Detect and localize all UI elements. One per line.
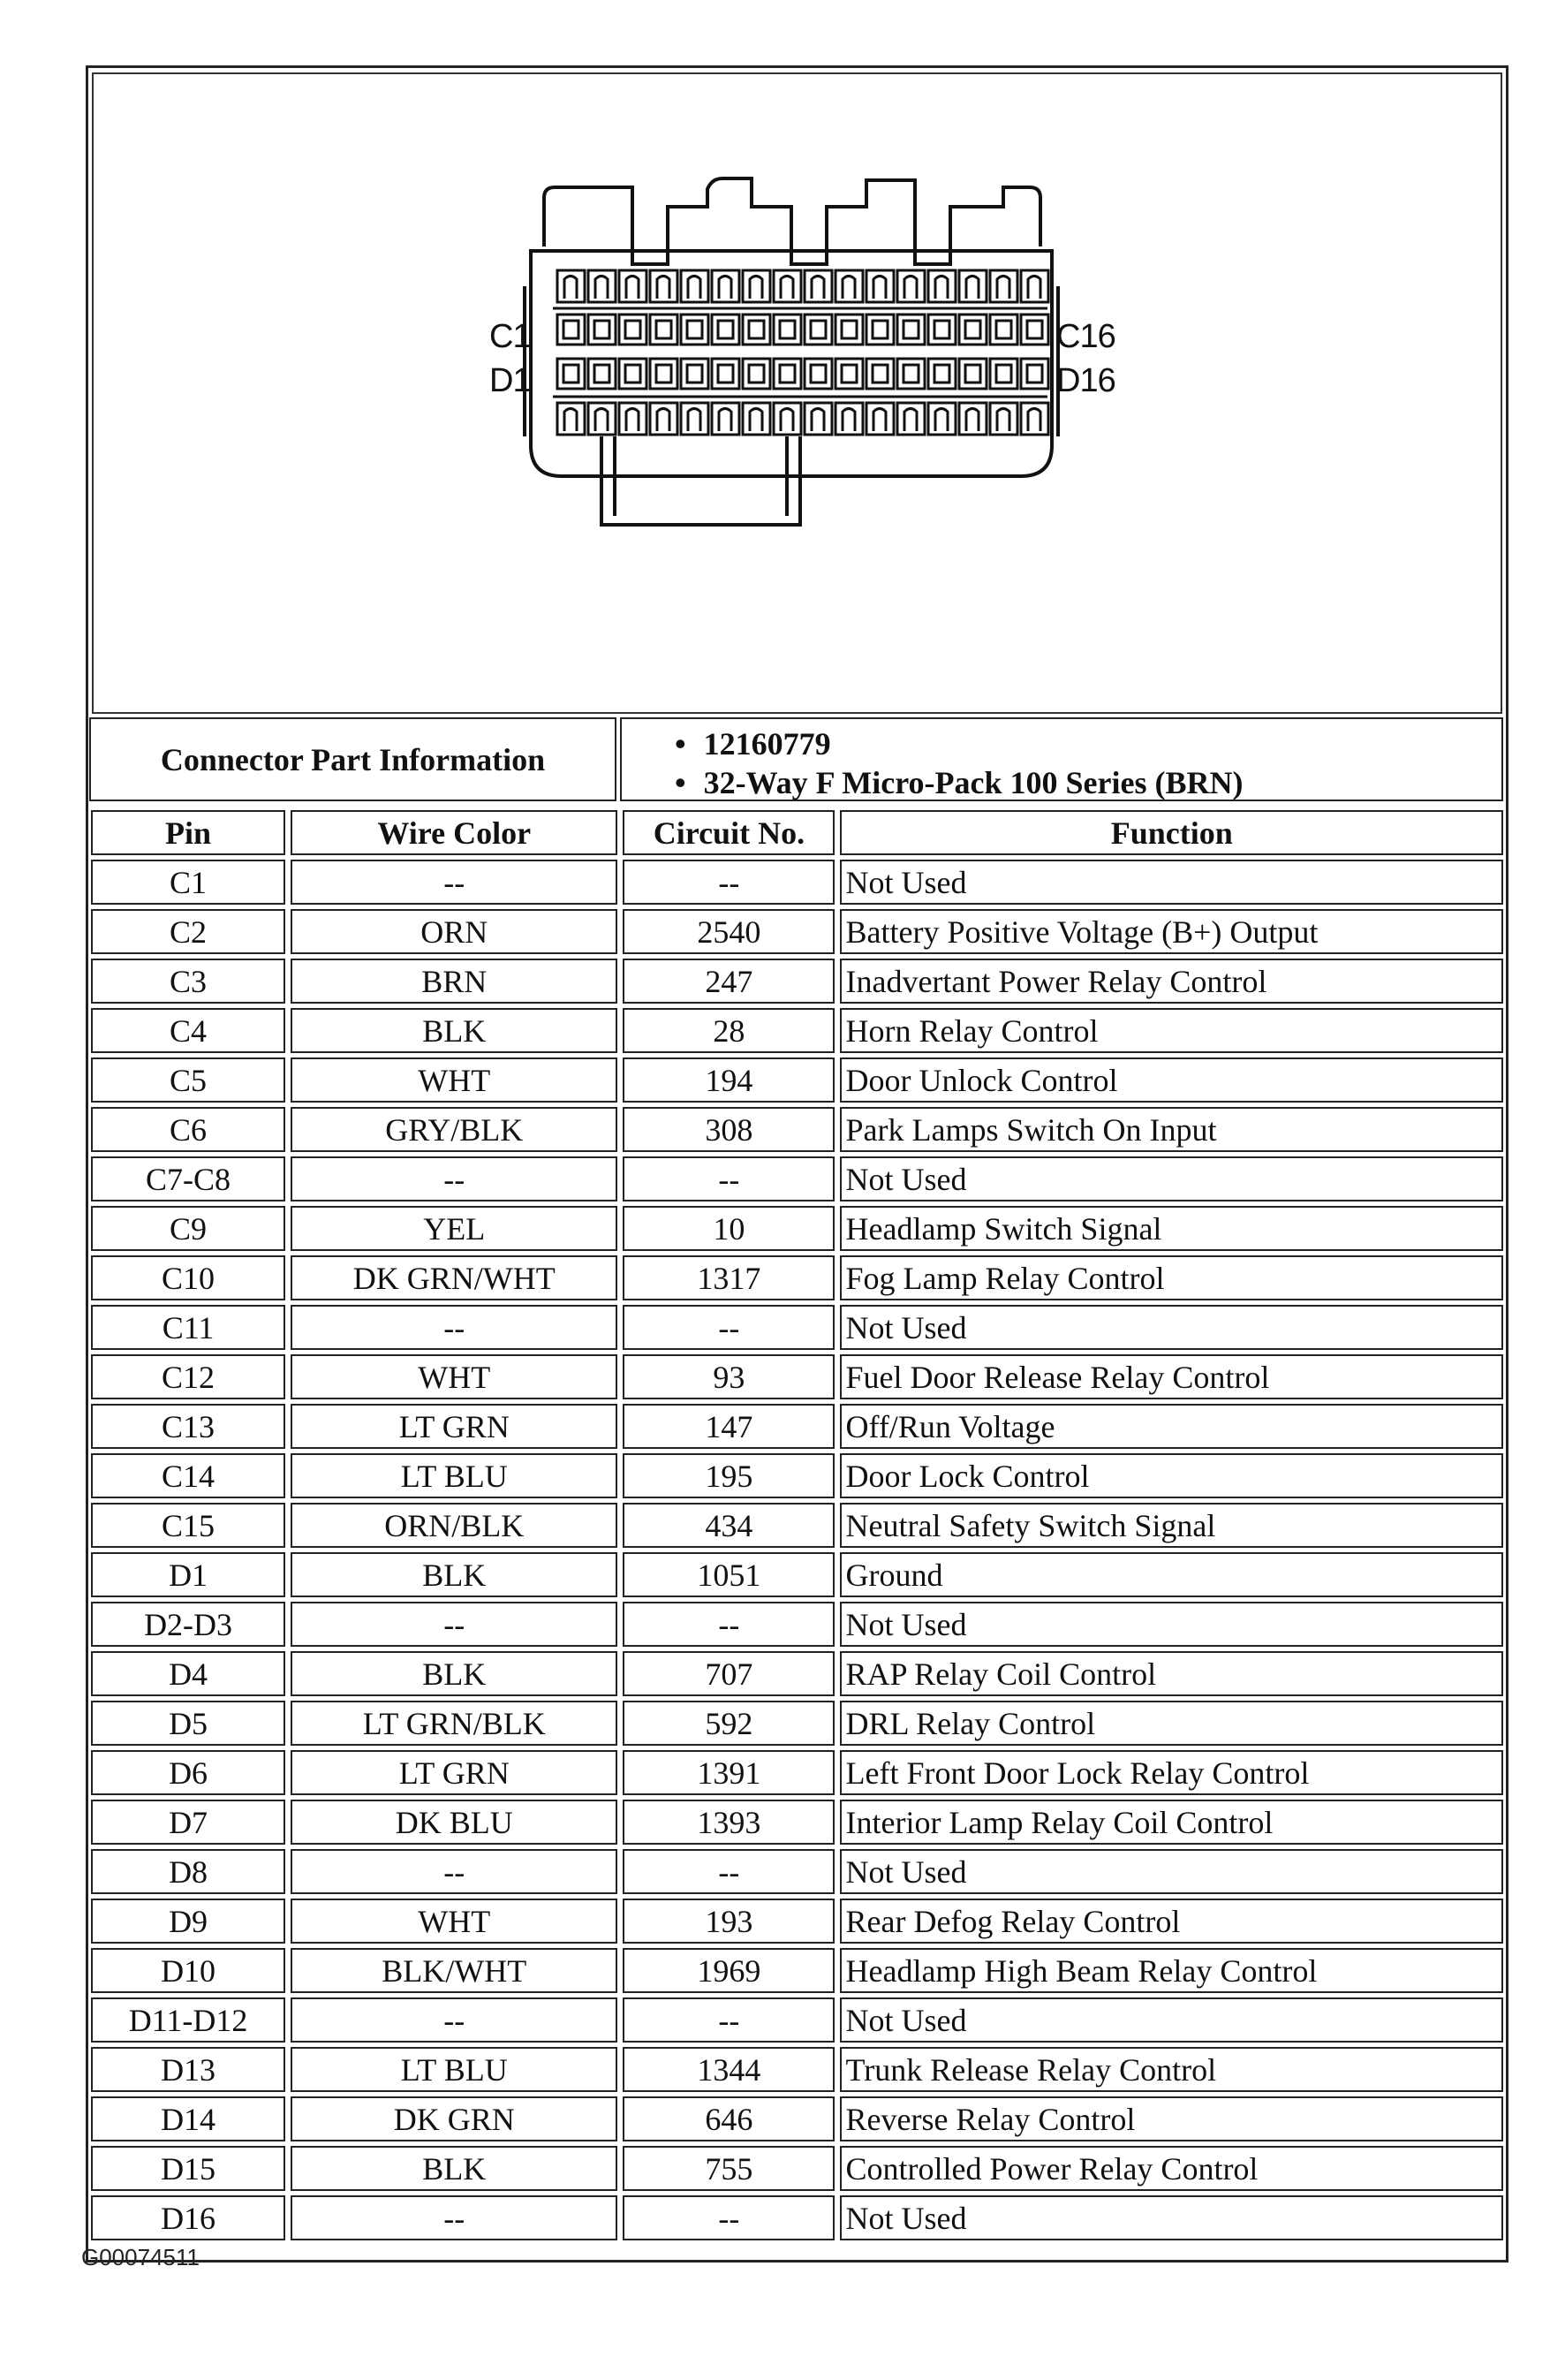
pin-cell: D1 bbox=[91, 1552, 285, 1597]
wire-color-cell: LT GRN bbox=[291, 1750, 617, 1795]
function-cell: Headlamp High Beam Relay Control bbox=[840, 1948, 1503, 1993]
cavity-outer bbox=[1021, 359, 1048, 389]
cavity-key bbox=[595, 409, 608, 432]
function-cell: Not Used bbox=[840, 860, 1503, 905]
function-cell: Park Lamps Switch On Input bbox=[840, 1107, 1503, 1152]
table-row bbox=[91, 1800, 1503, 1845]
pin-terminal bbox=[718, 365, 733, 383]
pin-cell: D6 bbox=[91, 1750, 285, 1795]
cavity-key bbox=[935, 409, 948, 432]
function-cell: Fog Lamp Relay Control bbox=[840, 1255, 1503, 1300]
cavity-key bbox=[781, 409, 793, 432]
table-row bbox=[91, 1651, 1503, 1696]
table-row bbox=[91, 860, 1503, 905]
cavity-key bbox=[966, 277, 979, 299]
cavity-key bbox=[997, 409, 1009, 432]
circuit-cell: -- bbox=[623, 1997, 835, 2043]
cavity-key bbox=[688, 409, 700, 432]
table-row bbox=[91, 1701, 1503, 1746]
circuit-cell: 1317 bbox=[623, 1255, 835, 1300]
table-row bbox=[91, 1602, 1503, 1647]
cavity-outer bbox=[619, 359, 646, 389]
table-row bbox=[91, 959, 1503, 1004]
cavity-outer bbox=[897, 359, 925, 389]
cavity-outer bbox=[712, 315, 739, 345]
pin-cell: C1 bbox=[91, 860, 285, 905]
wire-color-cell: DK BLU bbox=[291, 1800, 617, 1845]
header-wire-color: Wire Color bbox=[291, 810, 617, 855]
pin-cell: C10 bbox=[91, 1255, 285, 1300]
circuit-cell: 1391 bbox=[623, 1750, 835, 1795]
pin-cell: C2 bbox=[91, 909, 285, 954]
cavity-key bbox=[904, 277, 917, 299]
pin-terminal bbox=[934, 365, 949, 383]
function-cell: DRL Relay Control bbox=[840, 1701, 1503, 1746]
connector-left-foot bbox=[601, 436, 800, 525]
cavity-key bbox=[564, 409, 577, 432]
wire-color-cell: DK GRN bbox=[291, 2096, 617, 2141]
table-row bbox=[91, 2096, 1503, 2141]
wire-color-cell: -- bbox=[291, 860, 617, 905]
circuit-cell: 28 bbox=[623, 1008, 835, 1053]
cavity-outer bbox=[588, 315, 616, 345]
pin-terminal bbox=[842, 365, 857, 383]
pin-terminal bbox=[687, 365, 702, 383]
cavity-outer bbox=[557, 315, 585, 345]
cavity-outer bbox=[990, 315, 1017, 345]
circuit-cell: 194 bbox=[623, 1057, 835, 1103]
wire-color-cell: GRY/BLK bbox=[291, 1107, 617, 1152]
pin-terminal bbox=[656, 321, 671, 338]
function-cell: Ground bbox=[840, 1552, 1503, 1597]
cavity-key bbox=[564, 277, 577, 299]
table-row bbox=[91, 2146, 1503, 2191]
function-cell: Not Used bbox=[840, 1156, 1503, 1201]
circuit-cell: 247 bbox=[623, 959, 835, 1004]
circuit-cell: -- bbox=[623, 1849, 835, 1894]
cavity-outer bbox=[959, 315, 987, 345]
cavity-outer bbox=[774, 315, 801, 345]
function-cell: Battery Positive Voltage (B+) Output bbox=[840, 909, 1503, 954]
wire-color-cell: -- bbox=[291, 1997, 617, 2043]
cavity-outer bbox=[835, 359, 863, 389]
cavity-outer bbox=[619, 315, 646, 345]
cavity-key bbox=[812, 277, 824, 299]
pin-terminal bbox=[996, 365, 1011, 383]
wire-color-cell: LT BLU bbox=[291, 2047, 617, 2092]
pin-cell: C14 bbox=[91, 1453, 285, 1498]
cavity-outer bbox=[897, 315, 925, 345]
circuit-cell: 434 bbox=[623, 1503, 835, 1548]
circuit-cell: 308 bbox=[623, 1107, 835, 1152]
circuit-cell: 147 bbox=[623, 1404, 835, 1449]
pin-cell: C9 bbox=[91, 1206, 285, 1251]
wire-color-cell: YEL bbox=[291, 1206, 617, 1251]
wire-color-cell: -- bbox=[291, 1305, 617, 1350]
wire-color-cell: WHT bbox=[291, 1057, 617, 1103]
pin-terminal bbox=[594, 365, 609, 383]
circuit-cell: 707 bbox=[623, 1651, 835, 1696]
cavity-outer bbox=[557, 359, 585, 389]
cavity-outer bbox=[650, 359, 677, 389]
pin-terminal bbox=[780, 321, 795, 338]
table-row bbox=[91, 1750, 1503, 1795]
cavity-key bbox=[873, 409, 886, 432]
pin-label-c1: C1 bbox=[489, 318, 531, 355]
wire-color-cell: BLK bbox=[291, 1552, 617, 1597]
pin-cell: D8 bbox=[91, 1849, 285, 1894]
table-row bbox=[91, 1008, 1503, 1053]
pin-terminal bbox=[1027, 365, 1042, 383]
function-cell: Not Used bbox=[840, 1602, 1503, 1647]
pin-terminal bbox=[842, 321, 857, 338]
cavity-outer bbox=[805, 315, 832, 345]
table-row bbox=[91, 1849, 1503, 1894]
pin-terminal bbox=[965, 321, 980, 338]
table-row bbox=[91, 1552, 1503, 1597]
cavity-key bbox=[1028, 277, 1040, 299]
circuit-cell: 2540 bbox=[623, 909, 835, 954]
pin-cell: D15 bbox=[91, 2146, 285, 2191]
table-row bbox=[91, 1206, 1503, 1251]
function-cell: Neutral Safety Switch Signal bbox=[840, 1503, 1503, 1548]
circuit-cell: 10 bbox=[623, 1206, 835, 1251]
pin-terminal bbox=[563, 321, 578, 338]
wire-color-cell: BLK/WHT bbox=[291, 1948, 617, 1993]
function-cell: Fuel Door Release Relay Control bbox=[840, 1354, 1503, 1399]
cavity-key bbox=[904, 409, 917, 432]
cavity-outer bbox=[743, 359, 770, 389]
wire-color-cell: -- bbox=[291, 2195, 617, 2240]
cavity-key bbox=[843, 277, 855, 299]
function-cell: Interior Lamp Relay Coil Control bbox=[840, 1800, 1503, 1845]
table-row bbox=[91, 1503, 1503, 1548]
function-cell: Left Front Door Lock Relay Control bbox=[840, 1750, 1503, 1795]
pin-cell: D11-D12 bbox=[91, 1997, 285, 2043]
cavity-outer bbox=[650, 315, 677, 345]
cavity-key bbox=[626, 277, 639, 299]
wire-color-cell: -- bbox=[291, 1156, 617, 1201]
pin-terminal bbox=[718, 321, 733, 338]
cavity-key bbox=[1028, 409, 1040, 432]
pin-label-d16: D16 bbox=[1056, 362, 1115, 399]
cavity-outer bbox=[835, 315, 863, 345]
table-row bbox=[91, 1453, 1503, 1498]
function-cell: Not Used bbox=[840, 1305, 1503, 1350]
circuit-cell: 1344 bbox=[623, 2047, 835, 2092]
wire-color-cell: ORN/BLK bbox=[291, 1503, 617, 1548]
pin-label-c16: C16 bbox=[1056, 318, 1115, 355]
cavity-key bbox=[812, 409, 824, 432]
cavity-outer bbox=[928, 315, 956, 345]
function-cell: Door Unlock Control bbox=[840, 1057, 1503, 1103]
cavity-outer bbox=[866, 315, 894, 345]
header-circuit-no: Circuit No. bbox=[623, 810, 835, 855]
circuit-cell: 195 bbox=[623, 1453, 835, 1498]
circuit-cell: 755 bbox=[623, 2146, 835, 2191]
function-cell: Horn Relay Control bbox=[840, 1008, 1503, 1053]
function-cell: Not Used bbox=[840, 1997, 1503, 2043]
cavity-outer bbox=[866, 359, 894, 389]
pin-terminal bbox=[811, 321, 826, 338]
pin-cell: D16 bbox=[91, 2195, 285, 2240]
pin-cell: D10 bbox=[91, 1948, 285, 1993]
function-cell: Off/Run Voltage bbox=[840, 1404, 1503, 1449]
pinout-table bbox=[86, 806, 1508, 2245]
function-cell: RAP Relay Coil Control bbox=[840, 1651, 1503, 1696]
circuit-cell: 1051 bbox=[623, 1552, 835, 1597]
cavity-outer bbox=[959, 359, 987, 389]
pin-terminal bbox=[873, 365, 888, 383]
circuit-cell: 93 bbox=[623, 1354, 835, 1399]
table-row bbox=[91, 1107, 1503, 1152]
pin-cell: D13 bbox=[91, 2047, 285, 2092]
cavity-outer bbox=[588, 359, 616, 389]
cavity-outer bbox=[681, 359, 708, 389]
table-row bbox=[91, 1354, 1503, 1399]
pin-cell: C3 bbox=[91, 959, 285, 1004]
table-row bbox=[91, 1305, 1503, 1350]
cavity-outer bbox=[712, 359, 739, 389]
header-pin: Pin bbox=[91, 810, 285, 855]
wire-color-cell: DK GRN/WHT bbox=[291, 1255, 617, 1300]
connector-part-info bbox=[86, 717, 1508, 801]
pin-terminal bbox=[965, 365, 980, 383]
cavity-outer bbox=[743, 315, 770, 345]
cavity-key bbox=[781, 277, 793, 299]
circuit-cell: -- bbox=[623, 1156, 835, 1201]
pin-terminal bbox=[934, 321, 949, 338]
pin-cell: D2-D3 bbox=[91, 1602, 285, 1647]
cavity-key bbox=[719, 277, 731, 299]
cavity-key bbox=[750, 409, 762, 432]
cavity-key bbox=[657, 277, 669, 299]
wire-color-cell: BLK bbox=[291, 1008, 617, 1053]
cavity-key bbox=[688, 277, 700, 299]
cavity-outer bbox=[1021, 315, 1048, 345]
pin-terminal bbox=[904, 365, 919, 383]
figure-id: G00074511 bbox=[81, 2244, 200, 2270]
pin-cell: D4 bbox=[91, 1651, 285, 1696]
function-cell: Reverse Relay Control bbox=[840, 2096, 1503, 2141]
connector-drawing bbox=[94, 74, 1504, 716]
function-cell: Inadvertant Power Relay Control bbox=[840, 959, 1503, 1004]
pin-cell: D9 bbox=[91, 1899, 285, 1944]
table-row bbox=[91, 2047, 1503, 2092]
table-row bbox=[91, 1948, 1503, 1993]
cavity-key bbox=[966, 409, 979, 432]
pin-cell: D7 bbox=[91, 1800, 285, 1845]
wire-color-cell: ORN bbox=[291, 909, 617, 954]
cavity-key bbox=[595, 277, 608, 299]
pin-terminal bbox=[1027, 321, 1042, 338]
function-cell: Headlamp Switch Signal bbox=[840, 1206, 1503, 1251]
pin-terminal bbox=[563, 365, 578, 383]
function-cell: Controlled Power Relay Control bbox=[840, 2146, 1503, 2191]
circuit-cell: 592 bbox=[623, 1701, 835, 1746]
table-row bbox=[91, 1997, 1503, 2043]
pin-cell: C4 bbox=[91, 1008, 285, 1053]
cavity-key bbox=[750, 277, 762, 299]
circuit-cell: -- bbox=[623, 2195, 835, 2240]
cavity-key bbox=[873, 277, 886, 299]
cavity-key bbox=[997, 277, 1009, 299]
wire-color-cell: BLK bbox=[291, 2146, 617, 2191]
cavity-outer bbox=[990, 359, 1017, 389]
cavity-key bbox=[626, 409, 639, 432]
circuit-cell: 646 bbox=[623, 2096, 835, 2141]
pin-cell: C12 bbox=[91, 1354, 285, 1399]
wire-color-cell: LT BLU bbox=[291, 1453, 617, 1498]
cavity-outer bbox=[928, 359, 956, 389]
wire-color-cell: LT GRN/BLK bbox=[291, 1701, 617, 1746]
part-number: • 12160779 bbox=[675, 724, 1501, 763]
pin-cell: C6 bbox=[91, 1107, 285, 1152]
circuit-cell: -- bbox=[623, 1602, 835, 1647]
cavity-key bbox=[657, 409, 669, 432]
function-cell: Not Used bbox=[840, 1849, 1503, 1894]
table-row bbox=[91, 1057, 1503, 1103]
pin-terminal bbox=[996, 321, 1011, 338]
pin-cell: D5 bbox=[91, 1701, 285, 1746]
function-cell: Trunk Release Relay Control bbox=[840, 2047, 1503, 2092]
cavity-outer bbox=[774, 359, 801, 389]
cavity-outer bbox=[805, 359, 832, 389]
circuit-cell: 1969 bbox=[623, 1948, 835, 1993]
wire-color-cell: -- bbox=[291, 1849, 617, 1894]
function-cell: Rear Defog Relay Control bbox=[840, 1899, 1503, 1944]
part-description: • 32-Way F Micro-Pack 100 Series (BRN) bbox=[675, 763, 1501, 802]
pin-terminal bbox=[594, 321, 609, 338]
wire-color-cell: -- bbox=[291, 1602, 617, 1647]
pin-cell: C5 bbox=[91, 1057, 285, 1103]
function-cell: Door Lock Control bbox=[840, 1453, 1503, 1498]
pin-cell: C15 bbox=[91, 1503, 285, 1548]
circuit-cell: -- bbox=[623, 1305, 835, 1350]
wire-color-cell: LT GRN bbox=[291, 1404, 617, 1449]
table-row bbox=[91, 909, 1503, 954]
wire-color-cell: BRN bbox=[291, 959, 617, 1004]
wire-color-cell: WHT bbox=[291, 1899, 617, 1944]
pin-terminal bbox=[625, 321, 640, 338]
header-function: Function bbox=[840, 810, 1503, 855]
table-row bbox=[91, 1156, 1503, 1201]
circuit-cell: 193 bbox=[623, 1899, 835, 1944]
pin-terminal bbox=[656, 365, 671, 383]
pin-cell: C13 bbox=[91, 1404, 285, 1449]
pin-terminal bbox=[625, 365, 640, 383]
connector-diagram-panel bbox=[92, 72, 1502, 714]
pin-terminal bbox=[904, 321, 919, 338]
part-info-heading: Connector Part Information bbox=[89, 717, 616, 801]
part-info-list bbox=[620, 717, 1503, 801]
pin-cell: D14 bbox=[91, 2096, 285, 2141]
pin-cell: C11 bbox=[91, 1305, 285, 1350]
table-row bbox=[91, 2195, 1503, 2240]
pin-terminal bbox=[749, 321, 764, 338]
pin-terminal bbox=[687, 321, 702, 338]
pin-terminal bbox=[780, 365, 795, 383]
pin-cell: C7-C8 bbox=[91, 1156, 285, 1201]
function-cell: Not Used bbox=[840, 2195, 1503, 2240]
cavity-key bbox=[719, 409, 731, 432]
table-header-row bbox=[91, 810, 1503, 855]
pin-terminal bbox=[873, 321, 888, 338]
cavity-key bbox=[935, 277, 948, 299]
circuit-cell: 1393 bbox=[623, 1800, 835, 1845]
wire-color-cell: WHT bbox=[291, 1354, 617, 1399]
circuit-cell: -- bbox=[623, 860, 835, 905]
table-row bbox=[91, 1255, 1503, 1300]
cavity-key bbox=[843, 409, 855, 432]
pin-terminal bbox=[749, 365, 764, 383]
pin-terminal bbox=[811, 365, 826, 383]
cavity-outer bbox=[681, 315, 708, 345]
pin-label-d1: D1 bbox=[489, 362, 531, 399]
wire-color-cell: BLK bbox=[291, 1651, 617, 1696]
table-row bbox=[91, 1404, 1503, 1449]
table-row bbox=[91, 1899, 1503, 1944]
